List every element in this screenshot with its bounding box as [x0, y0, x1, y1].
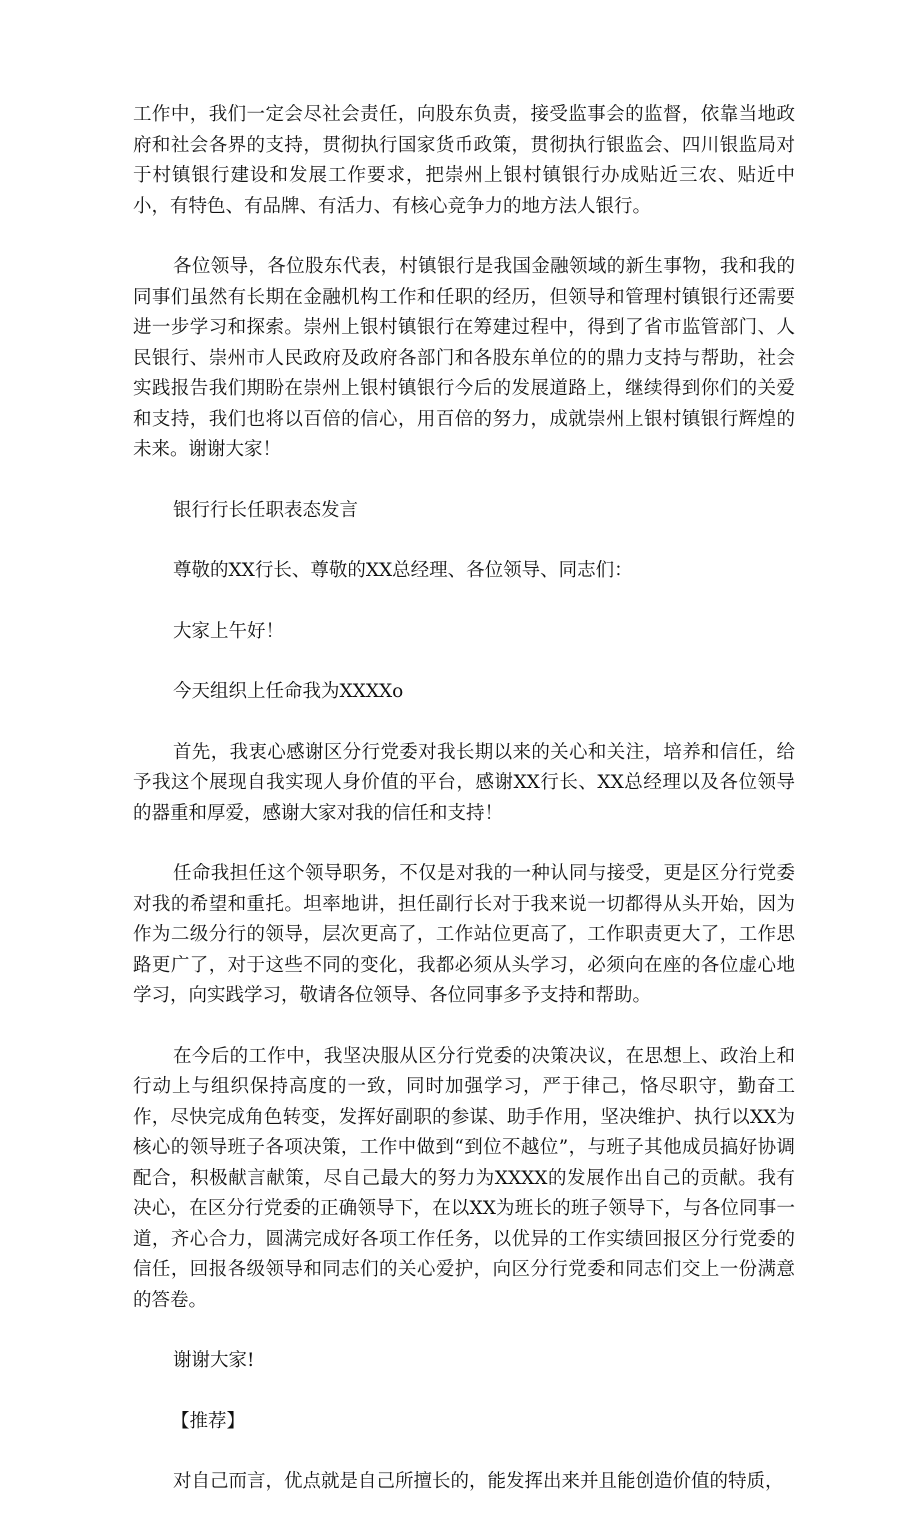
- salutation: 尊敬的XX行长、尊敬的XX总经理、各位领导、同志们：: [173, 560, 633, 581]
- speech-title: 银行行长任职表态发言: [173, 499, 359, 521]
- paragraph-closing-thanks: 各位领导，各位股东代表，村镇银行是我国金融领域的新生事物，我和我的同事们虽然有长期在金融机构工作和任职的经历，但领导和管理村镇银行还需要进一步学习和探索。崇州上银村镇银行在筹建过程中，得到了省市监管部门、人民银行、崇州市人民政府及政府各部门和各股东单位的的鼎力支持与帮助，社会实践报告我们期盼在崇州上银村镇银行今后的发展道路上，继续得到你们的关爱和支持，我们也将以百倍的信心，用百倍的努力，成就崇州上银村镇银行辉煌的未来。谢谢大家！: [133, 256, 795, 460]
- appointment-statement: 今天组织上任命我为XXXXo: [173, 681, 404, 702]
- closing-thanks: 谢谢大家!: [173, 1350, 255, 1371]
- greeting: 大家上午好！: [173, 620, 285, 642]
- recommend-heading: 【推荐】: [171, 1410, 246, 1432]
- paragraph-responsibility: 任命我担任这个领导职务，不仅是对我的一种认同与接受，更是区分行党委对我的希望和重托。坦率地讲，担任副行长对于我来说一切都得从头开始，因为作为二级分行的领导，层次更高了，工作站位更高了，工作职责更大了，工作思路更广了，对于这些不同的变化，我都必须从头学习，必须向在座的各位虚心地学习，向实践学习，敬请各位领导、各位同事多予支持和帮助。: [133, 863, 795, 1006]
- paragraph-recommend-text: 对自己而言，优点就是自己所擅长的，能发挥出来并且能创造价值的特质，: [173, 1471, 784, 1492]
- paragraph-gratitude: 首先，我衷心感谢区分行党委对我长期以来的关心和关注，培养和信任，给予我这个展现自我实现人身价值的平台，感谢XX行长、XX总经理以及各位领导的器重和厚爱，感谢大家对我的信任和支持！: [133, 741, 795, 824]
- paragraph-opening-continuation: 工作中，我们一定会尽社会责任，向股东负责，接受监事会的监督，依靠当地政府和社会各界的支持，贯彻执行国家货币政策，贯彻执行银监会、四川银监局对于村镇银行建设和发展工作要求，把崇州上银村镇银行办成贴近三农、贴近中小，有特色、有品牌、有活力、有核心竞争力的地方法人银行。: [133, 104, 795, 217]
- document-page: [133, 100, 795, 1528]
- paragraph-commitment: 在今后的工作中，我坚决服从区分行党委的决策决议，在思想上、政治上和行动上与组织保持高度的一致，同时加强学习，严于律己，恪尽职守，勤奋工作，尽快完成角色转变，发挥好副职的参谋、助手作用，坚决维护、执行以XX为核心的领导班子各项决策，工作中做到“到位不越位”，与班子其他成员搞好协调配合，积极献言献策，尽自己最大的努力为XXXX的发展作出自己的贡献。我有决心，在区分行党委的正确领导下，在以XX为班长的班子领导下，与各位同事一道，齐心合力，圆满完成好各项工作任务，以优异的工作实绩回报区分行党委的信任，回报各级领导和同志们的关心爱护，向区分行党委和同志们交上一份满意的答卷。: [133, 1045, 795, 1311]
